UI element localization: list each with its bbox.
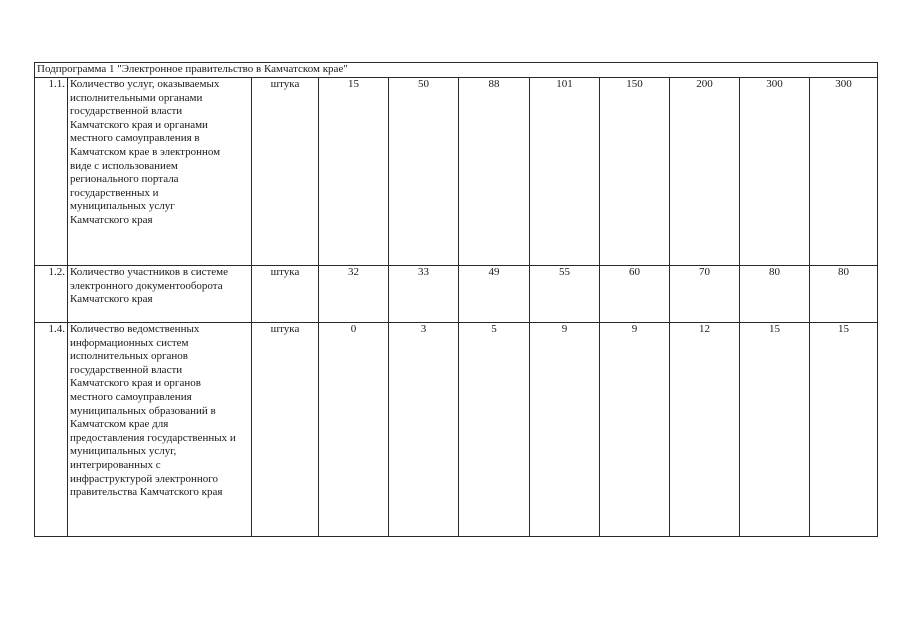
value-cell: 12 [670, 323, 740, 537]
value-cell: 15 [319, 78, 389, 266]
section-header-row [35, 63, 878, 78]
table-row [35, 266, 878, 323]
value-cell: 32 [319, 266, 389, 323]
value-cell: 101 [530, 78, 600, 266]
value-cell: 300 [810, 78, 878, 266]
value-cell: 150 [600, 78, 670, 266]
unit-cell: штука [252, 323, 319, 537]
indicator-name: Количество ведомственных информационных систем исполнительных органов государственной власти Камчатского края и органов местного самоуправления муниципальных образований в Камчатском крае для предоставления государственных и муниципальных услуг, интегрированных с инфраструктурой электронного правительства Камчатского края [68, 323, 252, 537]
indicators-table [34, 62, 878, 537]
value-cell: 9 [600, 323, 670, 537]
value-cell: 0 [319, 323, 389, 537]
value-cell: 55 [530, 266, 600, 323]
section-title: Подпрограмма 1 "Электронное правительство в Камчатском крае" [35, 63, 878, 78]
value-cell: 60 [600, 266, 670, 323]
row-number: 1.4. [35, 323, 68, 537]
value-cell: 15 [810, 323, 878, 537]
value-cell: 33 [389, 266, 459, 323]
value-cell: 49 [459, 266, 530, 323]
value-cell: 88 [459, 78, 530, 266]
table-row [35, 323, 878, 537]
value-cell: 50 [389, 78, 459, 266]
value-cell: 300 [740, 78, 810, 266]
value-cell: 200 [670, 78, 740, 266]
value-cell: 3 [389, 323, 459, 537]
unit-cell: штука [252, 78, 319, 266]
indicator-name: Количество услуг, оказываемых исполнительными органами государственной власти Камчатского края и органами местного самоуправления в Камчатском крае в электронном виде с использованием регионального портала государственных и муниципальных услуг Камчатского края [68, 78, 252, 266]
value-cell: 5 [459, 323, 530, 537]
row-number: 1.2. [35, 266, 68, 323]
unit-cell: штука [252, 266, 319, 323]
value-cell: 80 [740, 266, 810, 323]
row-number: 1.1. [35, 78, 68, 266]
indicator-name: Количество участников в системе электронного документооборота Камчатского края [68, 266, 252, 323]
value-cell: 9 [530, 323, 600, 537]
value-cell: 70 [670, 266, 740, 323]
table-row [35, 78, 878, 266]
value-cell: 15 [740, 323, 810, 537]
value-cell: 80 [810, 266, 878, 323]
